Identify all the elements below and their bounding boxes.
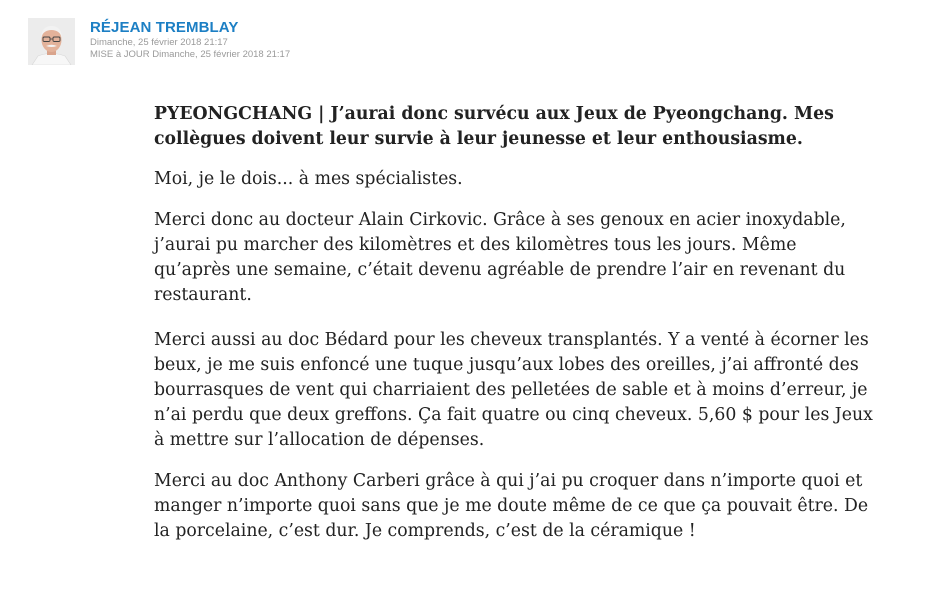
byline-meta	[90, 18, 290, 61]
article-paragraph: Moi, je le dois... à mes spécialistes.	[154, 169, 463, 189]
article-lead: PYEONGCHANG | J’aurai donc survécu aux Jeux de Pyeongchang. Mes collègues doivent leur survie à leur jeunesse et leur enthousiasme.	[154, 104, 834, 149]
article-body	[154, 102, 874, 560]
published-date: Dimanche, 25 février 2018 21:17	[90, 37, 228, 48]
author-photo-icon	[28, 18, 75, 65]
author-name[interactable]: RÉJEAN TREMBLAY	[90, 19, 239, 36]
article-byline	[28, 18, 290, 65]
updated-date: MISE à JOUR Dimanche, 25 février 2018 21:17	[90, 49, 291, 60]
author-avatar[interactable]	[28, 18, 75, 65]
article-paragraph: Merci au doc Anthony Carberi grâce à qui j’ai pu croquer dans n’importe quoi et manger n’importe quoi sans que je me doute même de ce que ça pouvait être. De la porcelaine, c’est dur. Je comprends, c’est de la céramique !	[154, 471, 869, 541]
article-paragraph: Merci aussi au doc Bédard pour les cheveux transplantés. Y a venté à écorner les beux, je me suis enfoncé une tuque jusqu’aux lobes des oreilles, j’ai affronté des bourrasques de vent qui charriaient des pelletées de sable et à moins d’erreur, je n’ai perdu que deux greffons. Ça fait quatre ou cinq cheveux. 5,60 $ pour les Jeux à mettre sur l’allocation de dépenses.	[154, 330, 873, 450]
article-paragraph: Merci donc au docteur Alain Cirkovic. Grâce à ses genoux en acier inoxydable, j’aurai pu marcher des kilomètres et des kilomètres tous les jours. Même qu’après une semaine, c’était devenu agréable de prendre l’air en revenant du restaurant.	[154, 210, 846, 305]
